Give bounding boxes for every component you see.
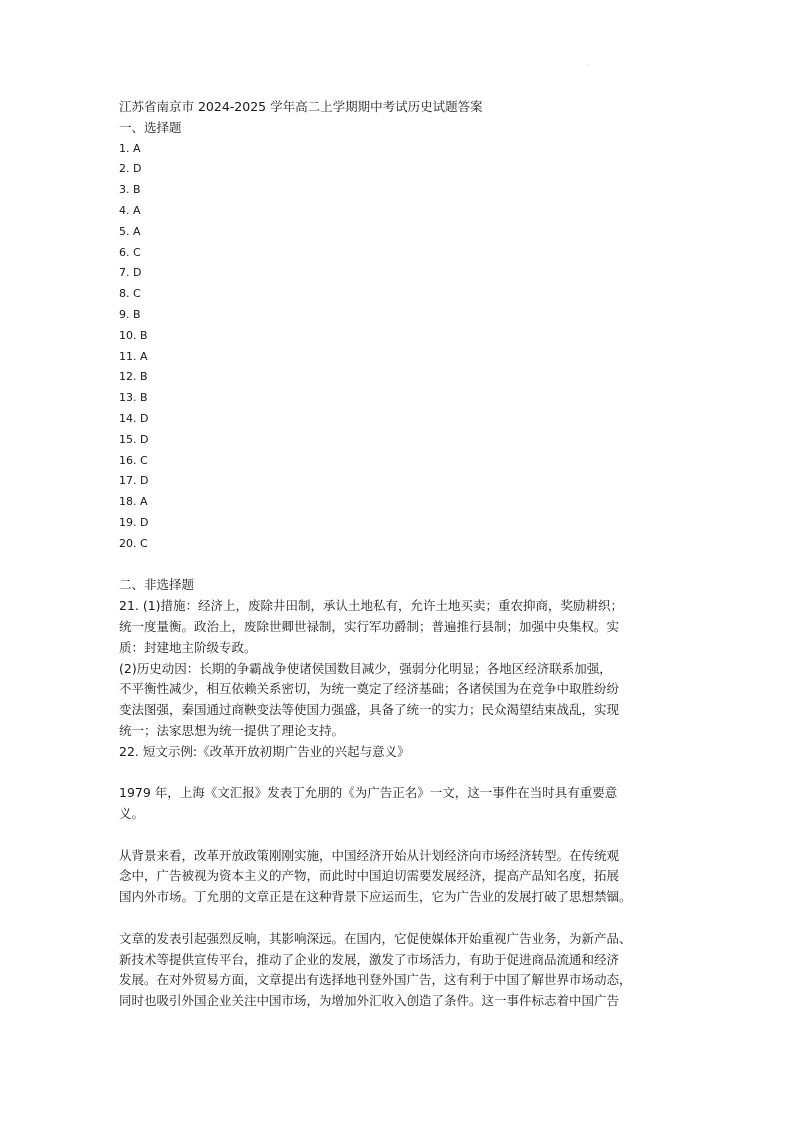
answer-item: 12. B	[119, 370, 148, 384]
answer-item: 14. D	[119, 411, 149, 425]
answer-list	[119, 139, 681, 555]
question-22-heading: 22. 短文示例:《改革开放初期广告业的兴起与意义》	[119, 743, 410, 759]
essay-paragraph-2	[119, 846, 681, 908]
answer-item: 8. C	[119, 287, 141, 301]
answer-line: 质：封建地主阶级专政。	[119, 639, 257, 655]
essay-line: 念中，广告被视为资本主义的产物，而此时中国迫切需要发展经济，提高产品知名度，拓展	[119, 868, 620, 884]
answer-line: 统一；法家思想为统一提供了理论支持。	[119, 722, 345, 738]
answer-item: 9. B	[119, 307, 141, 321]
section-heading-nonchoice: 二、非选择题	[119, 577, 195, 593]
essay-line: 义。	[119, 806, 145, 822]
answer-item: 10. B	[119, 328, 148, 342]
essay-paragraph-3	[119, 929, 681, 1012]
answer-item: 17. D	[119, 474, 149, 488]
essay-line: 发展。在对外贸易方面，文章提出有选择地刊登外国广告，这有利于中国了解世界市场动态，	[119, 972, 632, 988]
answer-line: 变法图强，秦国通过商鞅变法等使国力强盛，具备了统一的实力；民众渴望结束战乱，实现	[119, 702, 620, 718]
answer-item: 18. A	[119, 495, 148, 509]
answer-item: 15. D	[119, 432, 149, 446]
essay-paragraph-1	[119, 783, 681, 825]
answer-item: 19. D	[119, 515, 149, 529]
document-body	[119, 97, 681, 1012]
answer-item: 7. D	[119, 266, 142, 280]
answer-line: 不平衡性减少，相互依赖关系密切，为统一奠定了经济基础；各诸侯国为在竞争中取胜纷纷	[119, 681, 620, 697]
section-heading-choice: 一、选择题	[119, 119, 182, 135]
essay-line: 从背景来看，改革开放政策刚刚实施，中国经济开始从计划经济向市场经济转型。在传统观	[119, 847, 620, 863]
essay-line: 同时也吸引外国企业关注中国市场，为增加外汇收入创造了条件。这一事件标志着中国广告	[119, 993, 620, 1009]
answer-item: 1. A	[119, 141, 141, 155]
answer-item: 11. A	[119, 349, 148, 363]
answer-line: (2)历史动因：长期的争霸战争使诸侯国数目减少，强弱分化明显；各地区经济联系加强，	[119, 660, 612, 676]
question-21-answer	[119, 596, 681, 742]
answer-item: 6. C	[119, 245, 141, 259]
answer-item: 3. B	[119, 183, 141, 197]
answer-item: 4. A	[119, 203, 141, 217]
answer-item: 5. A	[119, 224, 141, 238]
answer-line: 统一度量衡。政治上，废除世卿世禄制，实行军功爵制；普遍推行县制；加强中央集权。实	[119, 618, 620, 634]
essay-line: 国内外市场。丁允朋的文章正是在这种背景下应运而生，它为广告业的发展打破了思想禁锢。	[119, 889, 632, 905]
page-mark: ·	[588, 62, 590, 69]
essay-line: 1979 年，上海《文汇报》发表丁允朋的《为广告正名》一文，这一事件在当时具有重要意	[119, 785, 618, 801]
answer-item: 2. D	[119, 162, 142, 176]
essay-line: 新技术等提供宣传平台，推动了企业的发展，激发了市场活力，有助于促进商品流通和经济	[119, 951, 620, 967]
document-title: 江苏省南京市 2024-2025 学年高二上学期期中考试历史试题答案	[119, 99, 483, 114]
essay-line: 文章的发表引起强烈反响，其影响深远。在国内，它促使媒体开始重视广告业务，为新产品、	[119, 930, 632, 946]
answer-item: 13. B	[119, 391, 148, 405]
answer-item: 20. C	[119, 536, 148, 550]
answer-line: 21. (1)措施：经济上，废除井田制，承认土地私有，允许土地买卖；重农抑商，奖励耕织；	[119, 598, 624, 614]
answer-item: 16. C	[119, 453, 148, 467]
